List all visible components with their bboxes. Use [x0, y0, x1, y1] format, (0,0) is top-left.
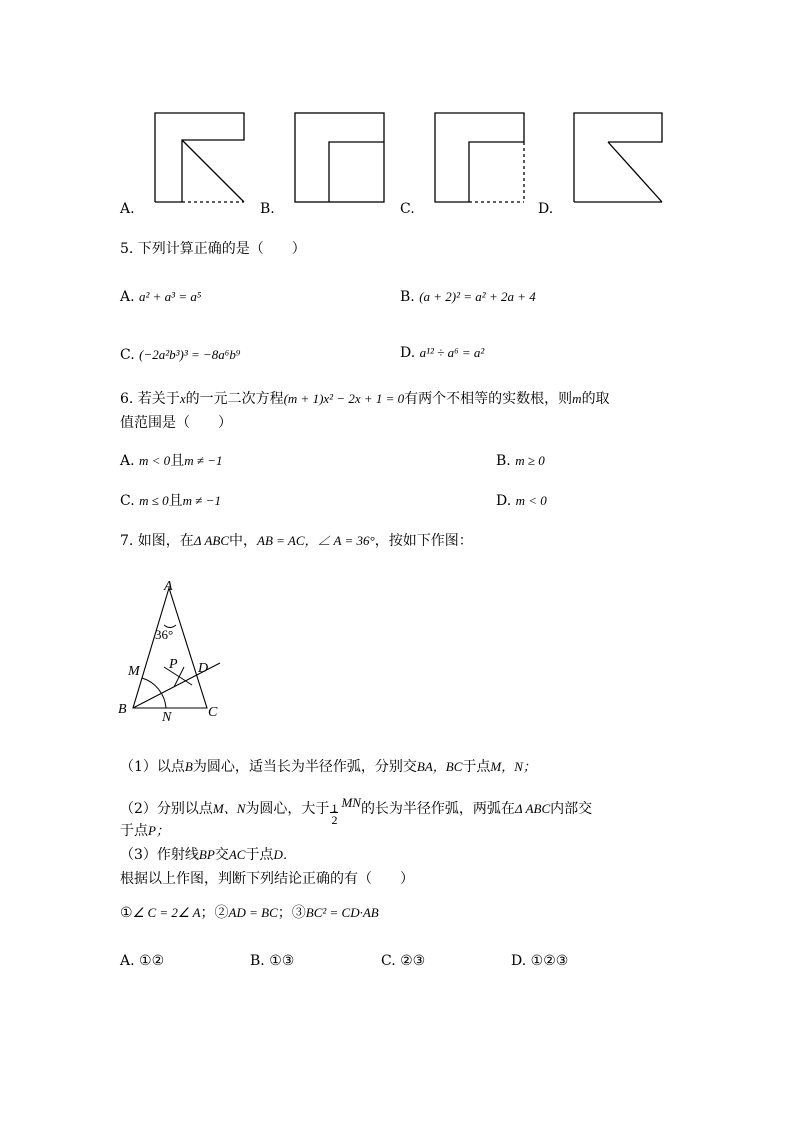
triangle-abc [133, 588, 207, 708]
text: 为圆心，大于 [245, 801, 330, 817]
math-expression: P； [148, 823, 169, 838]
q5-stem: 5. 下列计算正确的是（ ） [120, 241, 306, 257]
q4-option-a-label: A. [120, 201, 135, 217]
label-b: B [118, 702, 127, 717]
q4-option-b-label: B. [260, 201, 275, 217]
text: ； [277, 905, 292, 921]
math-expression: M，N； [490, 759, 536, 774]
math-expression: m < 0 [139, 453, 171, 468]
text: （1）以点 [120, 759, 185, 775]
text: 于点 [245, 847, 274, 863]
text: 于点 [120, 823, 148, 839]
text: （3）作射线 [120, 847, 199, 863]
q4-option-c-label: C. [400, 201, 415, 217]
math-var: x [179, 391, 186, 406]
math-expression: AB = AC，∠ A = 36° [257, 533, 375, 548]
math-expression: m ≤ 0 [139, 493, 169, 508]
q6-option-b [496, 452, 545, 470]
fraction-denominator: 2 [331, 813, 338, 827]
label-a: A [164, 579, 173, 594]
option-value: ①③ [269, 953, 295, 969]
conclusion-number: ② [214, 905, 229, 921]
option-label: D. [496, 493, 512, 509]
q4-figure-b [294, 112, 386, 204]
q4-figure-c [434, 112, 526, 204]
math-expression: m ≠ −1 [182, 493, 221, 508]
q4-figure-a [154, 112, 246, 204]
math-expression: BP [198, 847, 215, 862]
text: 交 [214, 847, 229, 863]
math-expression: Δ ABC [514, 801, 551, 816]
q7-option-b [250, 952, 294, 970]
label-angle: 36° [155, 627, 174, 642]
label-m: M [128, 664, 140, 679]
math-expression: a² + a³ = a⁵ [139, 289, 202, 304]
math-expression: m ≥ 0 [515, 453, 545, 468]
math-expression: ∠ C = 2∠ A [132, 905, 201, 920]
option-label: B. [496, 453, 511, 469]
option-label: B. [250, 953, 265, 969]
option-value: ②③ [400, 953, 426, 969]
text: 为圆心，适当长为半径作弧，分别交 [192, 759, 417, 775]
text: 的一元二次方程 [185, 391, 284, 407]
math-expression: (−2a²b³)³ = −8a⁶b⁹ [139, 347, 241, 362]
option-label: B. [400, 289, 415, 305]
math-expression: (a + 2)² = a² + 2a + 4 [419, 289, 536, 304]
text: 7. 如图，在 [120, 533, 194, 549]
text: 于点 [462, 759, 491, 775]
q5-option-b [400, 288, 536, 306]
q6-stem-line1 [120, 390, 610, 408]
option-value: ①② [139, 953, 165, 969]
math-expression: AC [228, 847, 246, 862]
q5-option-a [120, 288, 201, 306]
option-label: A. [120, 453, 135, 469]
q4-option-d-label: D. [538, 201, 554, 217]
text: 的取 [581, 391, 610, 407]
q6-stem-line2: 值范围是（ ） [120, 415, 232, 431]
math-expression: m ≠ −1 [184, 453, 223, 468]
text: ，按如下作图： [374, 533, 473, 549]
fraction-numerator: 1 [331, 801, 338, 815]
text: ； [200, 905, 215, 921]
math-expression: Δ ABC [193, 533, 230, 548]
text: 有两个不相等的实数根，则 [404, 391, 573, 407]
q7-step3 [120, 846, 296, 864]
option-label: D. [511, 953, 527, 969]
q7-step1 [120, 758, 536, 776]
math-expression: a¹² ÷ a⁶ = a² [419, 345, 485, 360]
text: 且 [168, 493, 183, 509]
math-expression: MN [341, 795, 361, 810]
q6-option-c [120, 492, 221, 510]
math-var: B [184, 759, 193, 774]
text: 的长为半径作弧，两弧在 [360, 801, 515, 817]
math-expression: AD = BC [228, 905, 278, 920]
q7-stem [120, 532, 473, 550]
option-label: A. [120, 289, 135, 305]
option-label: C. [120, 347, 135, 363]
q5-option-d [400, 344, 484, 362]
label-d: D [198, 661, 209, 676]
conclusion-number: ③ [291, 905, 306, 921]
q7-conclusions [120, 904, 379, 922]
math-expression: m < 0 [515, 493, 547, 508]
q5-option-c [120, 346, 240, 364]
q7-option-d [511, 952, 568, 970]
text: （2）分别以点 [120, 801, 213, 817]
math-expression: D． [273, 847, 296, 862]
q4-figure-d [573, 112, 665, 204]
option-label: C. [120, 493, 135, 509]
option-value: ①②③ [530, 953, 569, 969]
q7-step2 [120, 795, 593, 827]
q7-judge-prompt: 根据以上作图，判断下列结论正确的有（ ） [120, 871, 414, 887]
label-p: P [169, 657, 178, 672]
option-label: C. [381, 953, 396, 969]
text: 6. 若关于 [120, 391, 180, 407]
math-expression: M、N [212, 801, 246, 816]
q6-option-d [496, 492, 547, 510]
math-var: m [572, 391, 582, 406]
math-equation: (m + 1)x² − 2x + 1 = 0 [283, 391, 405, 406]
math-expression: BC² = CD·AB [305, 905, 379, 920]
label-n: N [162, 710, 172, 725]
option-label: D. [400, 345, 416, 361]
q7-option-a [120, 952, 164, 970]
conclusion-number: ① [120, 905, 133, 921]
label-c: C [208, 705, 218, 720]
q7-triangle-figure [112, 575, 232, 725]
text: 中， [229, 533, 258, 549]
option-label: A. [120, 953, 135, 969]
text: 且 [170, 453, 185, 469]
text: 内部交 [550, 801, 593, 817]
q7-step2-line2 [120, 822, 169, 840]
q7-option-c [381, 952, 425, 970]
q6-option-a [120, 452, 222, 470]
math-expression: BA，BC [416, 759, 463, 774]
